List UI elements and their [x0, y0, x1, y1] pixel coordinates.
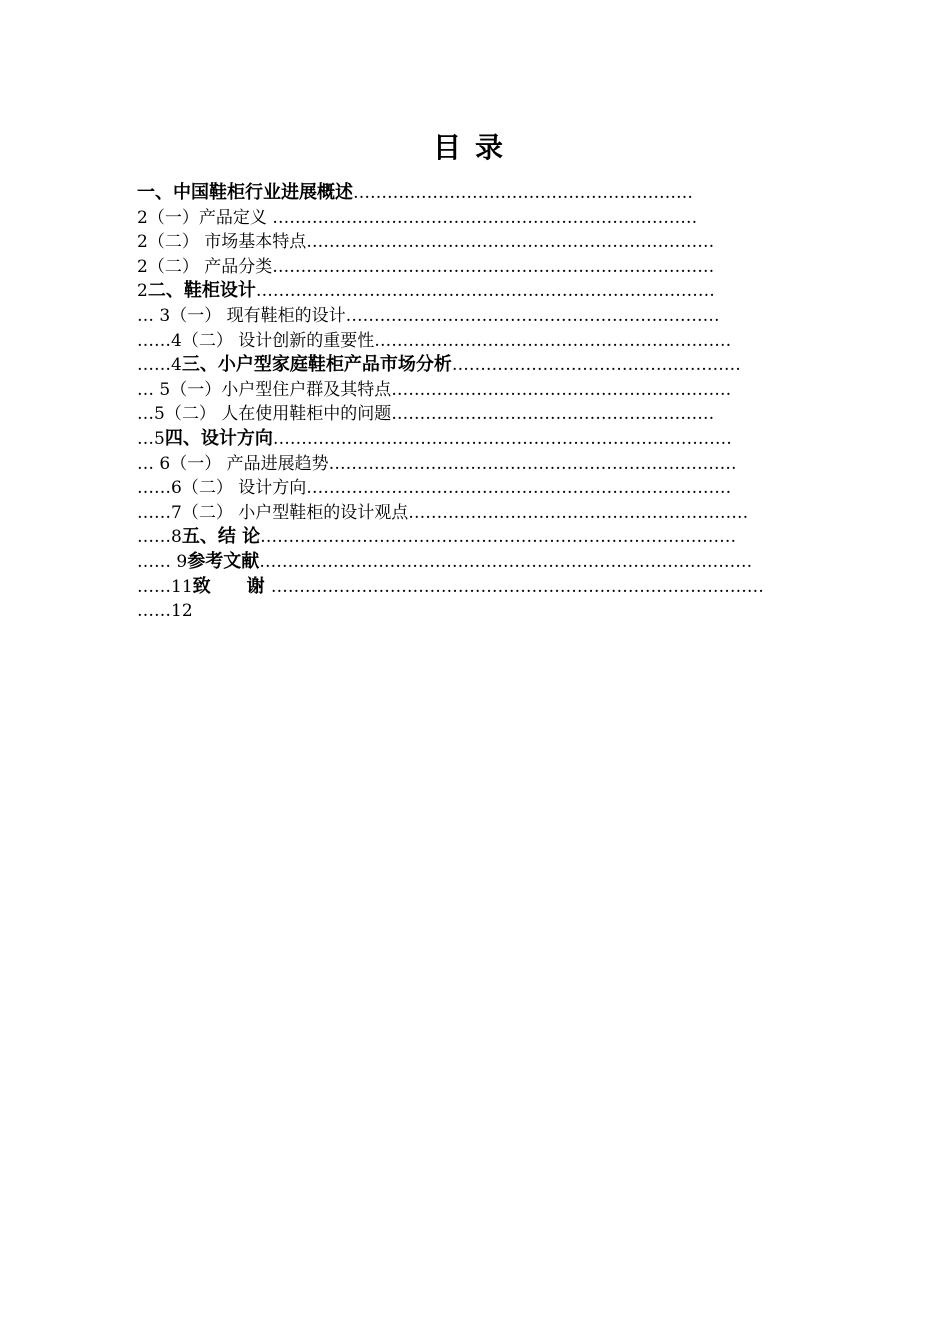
toc-line	[137, 550, 849, 575]
toc-line	[137, 304, 849, 329]
toc-leader: ………………………………………………………………	[306, 232, 715, 253]
toc-heading: 四、设计方向	[164, 427, 273, 449]
toc-page-number: …5	[137, 404, 165, 425]
toc-page-number: … 5	[137, 379, 171, 400]
toc-entry: （二） 小户型鞋柜的设计观点	[181, 502, 409, 523]
toc-page-number: …… 9	[137, 551, 188, 572]
toc-leader: ……………………………………………………………………………	[259, 551, 753, 572]
toc-page-number: ……12	[137, 601, 193, 622]
toc-heading: 五、结 论	[181, 526, 261, 548]
toc-leader: ……………………………………………	[451, 355, 741, 376]
toc-entry: （二） 设计方向	[181, 478, 307, 499]
toc-leader: …………………………………………………	[391, 404, 715, 425]
toc-line	[137, 452, 849, 477]
toc-leader: ……………………………………………………	[353, 183, 693, 203]
toc-leader: …………………………………………………………………	[272, 207, 698, 228]
toc-entry: （二） 人在使用鞋柜中的问题	[164, 404, 392, 425]
toc-line	[137, 378, 849, 403]
toc-leader: ……………………………………………………………………	[272, 256, 715, 277]
toc-line	[137, 501, 849, 526]
toc-leader: ………………………………………………………………………	[255, 281, 715, 302]
toc-entry: （一） 产品进展趋势	[170, 453, 329, 474]
toc-line	[137, 329, 849, 354]
toc-page-number: 2	[137, 207, 148, 228]
toc-leader: ……………………………………………………	[408, 502, 749, 523]
toc-line	[137, 255, 849, 280]
table-of-contents	[137, 181, 849, 624]
toc-page-number: 2	[137, 232, 148, 253]
toc-heading: 致 谢	[192, 575, 271, 597]
toc-page-number: 2	[137, 281, 148, 302]
toc-leader: …………………………………………………………………………	[260, 527, 737, 548]
toc-leader: ……………………………………………………	[391, 379, 732, 400]
toc-page-number: … 3	[137, 305, 171, 326]
toc-entry: （二） 设计创新的重要性	[181, 330, 375, 351]
toc-line	[137, 599, 849, 624]
toc-line	[137, 427, 849, 452]
toc-line	[137, 230, 849, 255]
toc-page-number: ……8	[137, 527, 182, 548]
toc-entry: （二） 产品分类	[147, 256, 273, 277]
toc-line	[137, 181, 849, 206]
toc-page-number: …5	[137, 428, 165, 449]
toc-leader: ………………………………………………………………	[328, 453, 737, 474]
toc-heading: 参考文献	[187, 550, 260, 572]
toc-page-number: … 6	[137, 453, 171, 474]
toc-page-number: ……11	[137, 576, 193, 597]
toc-page-number: ……4	[137, 355, 182, 376]
toc-leader: ………………………………………………………	[374, 330, 732, 351]
toc-leader: ………………………………………………………………………	[272, 428, 732, 449]
toc-line	[137, 206, 849, 231]
toc-page-number: ……7	[137, 502, 182, 523]
toc-heading: 三、小户型家庭鞋柜产品市场分析	[181, 354, 452, 376]
toc-leader: ……………………………………………………………………………	[270, 576, 764, 597]
toc-line	[137, 575, 849, 600]
toc-heading: 一、中国鞋柜行业进展概述	[137, 182, 353, 203]
toc-leader: …………………………………………………………………	[306, 478, 732, 499]
toc-line	[137, 279, 849, 304]
toc-page-number: 2	[137, 256, 148, 277]
page-title: 目录	[432, 131, 517, 164]
toc-heading: 二、鞋柜设计	[147, 280, 256, 302]
toc-page-number: ……4	[137, 330, 182, 351]
toc-line	[137, 402, 849, 427]
toc-entry: （一）小户型住户群及其特点	[170, 379, 392, 400]
toc-page-number: ……6	[137, 478, 182, 499]
toc-entry: （一） 现有鞋柜的设计	[170, 305, 346, 326]
toc-line	[137, 476, 849, 501]
toc-entry: （二） 市场基本特点	[147, 232, 307, 253]
toc-entry: （一）产品定义	[147, 207, 273, 228]
toc-line	[137, 353, 849, 378]
toc-leader: …………………………………………………………	[345, 305, 720, 326]
toc-line	[137, 525, 849, 550]
